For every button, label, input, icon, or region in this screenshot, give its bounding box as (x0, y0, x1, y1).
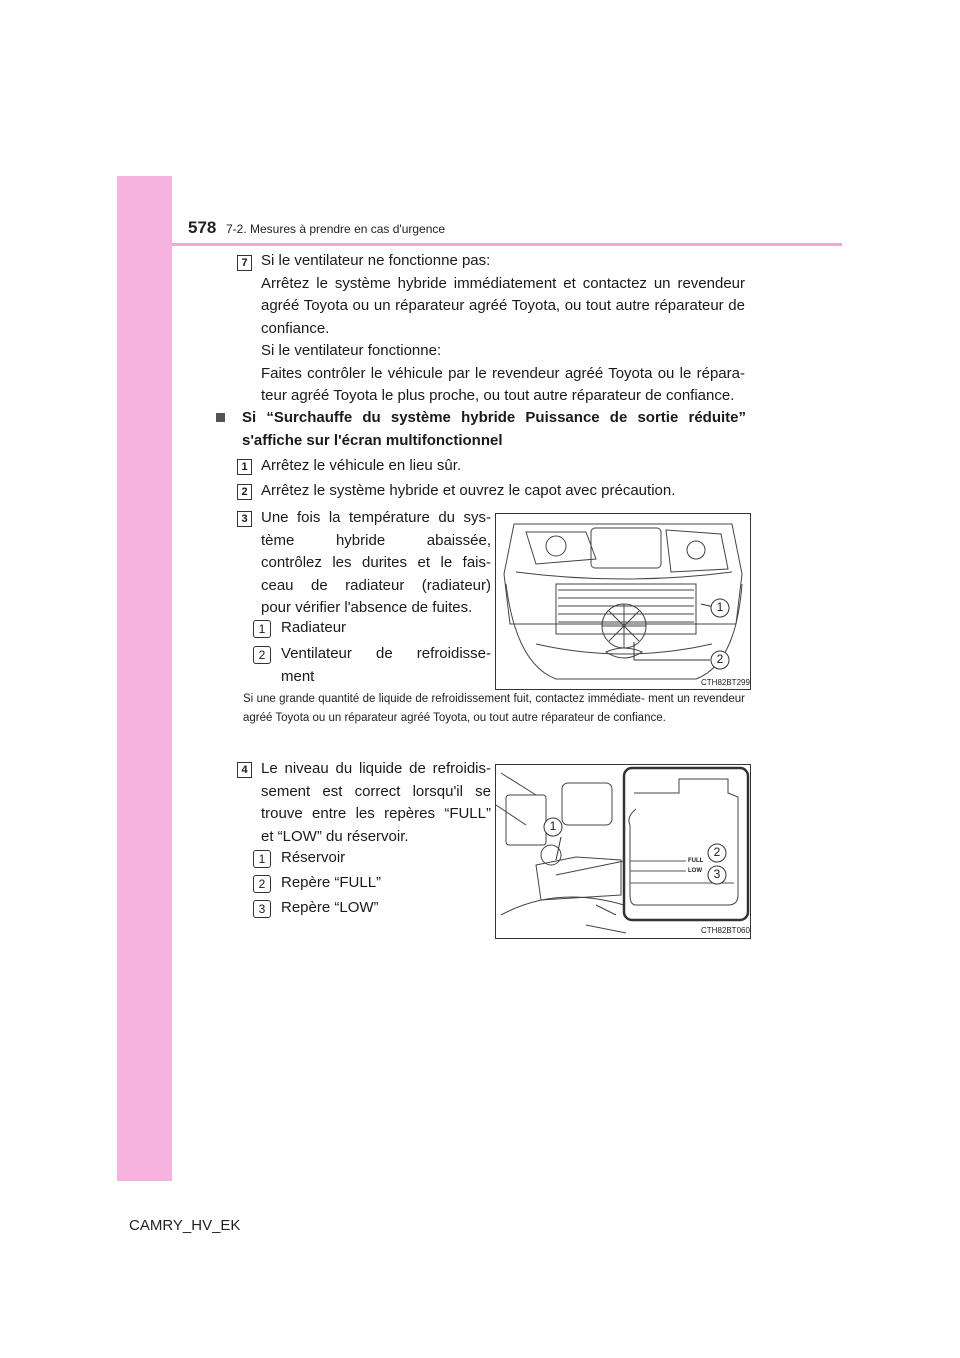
section-title: 7-2. Mesures à prendre en cas d'urgence (226, 222, 446, 236)
full-label: FULL (688, 858, 704, 864)
callout-1: 1 (549, 819, 557, 833)
step-number-4: 4 (237, 762, 252, 778)
legend-number-1: 1 (253, 620, 271, 638)
legend-reservoir: Réservoir (281, 849, 346, 866)
step-3-text: Une fois la température du sys- tème hybride abaissée, contrôlez les durites et le fais- ceau de radiateur (radiateur) pour vérifier l'absence de fuites. (261, 509, 491, 616)
fan-working-paragraph: Si le ventilateur fonctionne: Faites contrôler le véhicule par le revendeur agréé Toyota ou le répara- teur agréé Toyota le plus proche, ou tout autre réparateur de confiance. (261, 342, 745, 404)
step-1-text: Arrêtez le véhicule en lieu sûr. (261, 457, 462, 474)
legend-radiator: Radiateur (281, 619, 347, 636)
leak-note: Si une grande quantité de liquide de refroidissement fuit, contactez immédiate- ment un revendeur agréé Toyota ou un réparateur agréé Toyota, ou tout autre réparateur de confiance. (243, 693, 745, 724)
coolant-reservoir-illustration (495, 764, 751, 939)
callout-3: 3 (713, 867, 721, 881)
legend-number-1: 1 (253, 850, 271, 868)
figure-code: CTH82BT299 (701, 678, 750, 687)
heading-square-icon (216, 413, 225, 422)
step-number-3: 3 (237, 511, 252, 527)
chapter-sidebar-tab (117, 176, 172, 1181)
page-number: 578 (188, 218, 217, 237)
model-code-footer: CAMRY_HV_EK (129, 1217, 241, 1234)
figure-code: CTH82BT060 (701, 926, 750, 935)
step-2-text: Arrêtez le système hybride et ouvrez le capot avec précaution. (261, 482, 676, 499)
step-4-text: Le niveau du liquide de refroidis- sement est correct lorsqu'il se trouve entre les repères “FULL” et “LOW” du réservoir. (261, 760, 491, 845)
legend-full-mark: Repère “FULL” (281, 874, 382, 891)
engine-bay-drawing (496, 514, 750, 689)
legend-low-mark: Repère “LOW” (281, 899, 379, 916)
step-number-2: 2 (237, 484, 252, 500)
legend-number-3: 3 (253, 900, 271, 918)
fan-not-working-paragraph: Si le ventilateur ne fonctionne pas: Arrêtez le système hybride immédiatement et contactez un revendeur agréé Toyota ou un réparateur agréé Toyota, ou tout autre réparateur de confiance. (261, 252, 745, 337)
header-rule (172, 243, 842, 246)
legend-number-2: 2 (253, 875, 271, 893)
step-number-1: 1 (237, 459, 252, 475)
overheat-section-heading: Si “Surchauffe du système hybride Puissance de sortie réduite” s'affiche sur l'écran multifonctionnel (216, 407, 746, 452)
legend-number-2: 2 (253, 646, 271, 664)
callout-2: 2 (716, 652, 724, 666)
low-label: LOW (688, 868, 702, 874)
legend-cooling-fan: Ventilateur de refroidisse- ment (281, 645, 491, 685)
step-number-7: 7 (237, 255, 252, 271)
callout-1: 1 (716, 600, 724, 614)
callout-2: 2 (713, 845, 721, 859)
engine-bay-illustration (495, 513, 751, 690)
